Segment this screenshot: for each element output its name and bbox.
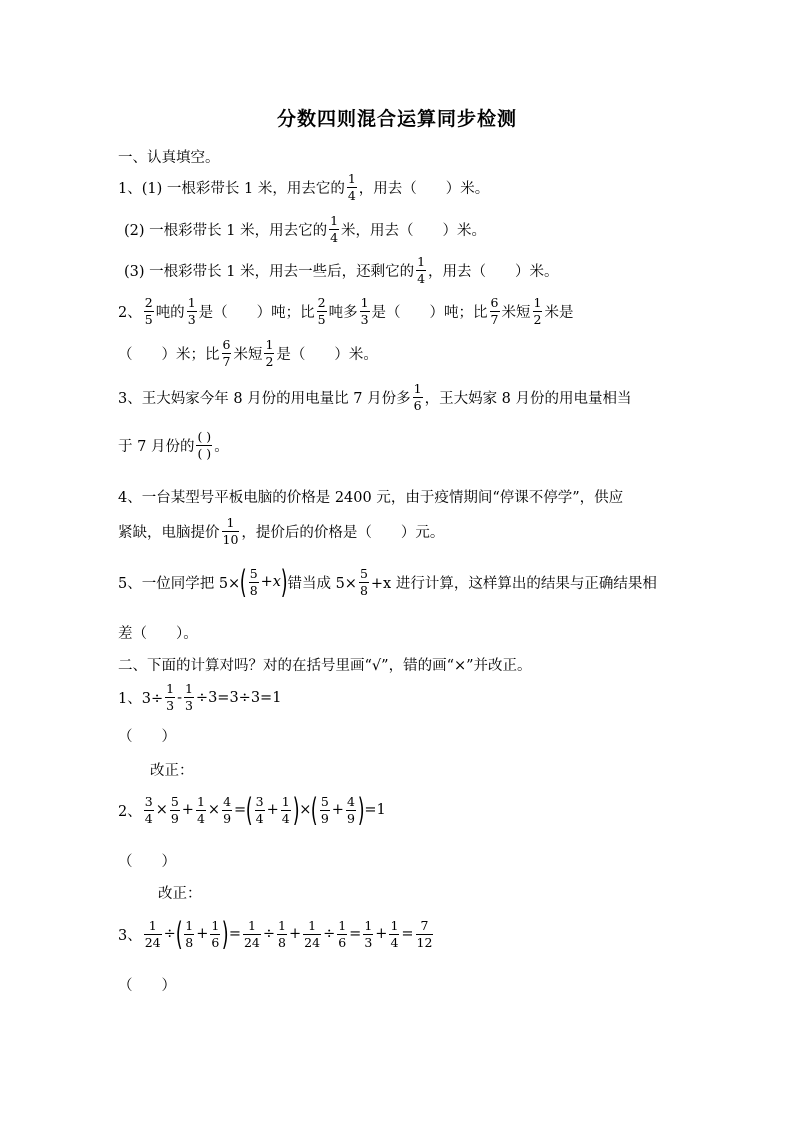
question-text: 3、王大妈家今年 8 月份的用电量比 7 月份多 xyxy=(118,391,411,407)
numerator: 4 xyxy=(346,793,355,809)
denominator: 9 xyxy=(170,810,179,826)
numerator: 2 xyxy=(144,295,153,310)
question-2-line-2 xyxy=(118,338,378,369)
numerator: 1 xyxy=(413,381,422,396)
numerator: 6 xyxy=(490,295,499,310)
numerator: 1 xyxy=(185,917,194,933)
question-1-2 xyxy=(124,214,486,245)
numerator: 1 xyxy=(265,337,274,352)
numerator: 5 xyxy=(359,565,368,581)
numerator: 1 xyxy=(184,681,193,696)
fraction xyxy=(165,682,175,713)
expression-text: 1、3÷ xyxy=(118,691,164,707)
denominator: 24 xyxy=(304,934,321,950)
answer-paren-2[interactable] xyxy=(118,850,176,871)
fraction xyxy=(144,919,162,950)
numerator: 6 xyxy=(222,337,231,352)
question-text: （ ）米；比 xyxy=(118,347,220,363)
denominator: 3 xyxy=(360,312,369,327)
right-paren: ) xyxy=(280,563,288,601)
check-question-2: 2、 $\frac{3}{4}$ × $\frac{5}{9}$ + $\frac{1}{4}$ × $\frac{4}{9}$ = ( $\frac{3}{4}$ + $\frac{1}{4}$ ) × ( $\frac{5}{9}$ + $\frac{4}{9}$ ) =1 xyxy=(118,791,386,829)
question-text: (3) 一根彩带长 1 米，用去一些后，还剩它的 xyxy=(124,264,415,280)
fraction xyxy=(329,214,339,245)
fraction xyxy=(413,382,423,413)
question-1-3 xyxy=(124,255,559,286)
question-5-line-1 xyxy=(118,563,657,601)
question-2-line-1 xyxy=(118,296,573,327)
fraction xyxy=(359,567,369,598)
fraction xyxy=(363,919,373,950)
denominator: 8 xyxy=(185,934,194,950)
question-text: 差（ ）。 xyxy=(118,626,198,642)
question-3-line-2 xyxy=(118,430,229,461)
fraction xyxy=(320,795,330,826)
question-text: ，提价后的价格是（ ）元。 xyxy=(241,525,445,541)
right-paren: ) xyxy=(292,791,300,829)
denominator: 8 xyxy=(249,582,258,598)
numerator: 3 xyxy=(144,793,153,809)
fraction xyxy=(281,795,291,826)
question-text: 是（ ）米。 xyxy=(276,347,378,363)
denominator: 4 xyxy=(255,810,264,826)
denominator: 8 xyxy=(359,582,368,598)
fraction xyxy=(416,919,434,950)
page-title: 分数四则混合运算同步检测 xyxy=(276,108,517,130)
denominator: 4 xyxy=(347,188,356,203)
fraction xyxy=(196,795,206,826)
fraction xyxy=(317,296,327,327)
denominator-blank: ( ) xyxy=(197,446,212,461)
fraction xyxy=(144,795,154,826)
denominator: 24 xyxy=(243,934,260,950)
correction-text: 改正： xyxy=(150,763,194,779)
expression-text: 3、 xyxy=(118,927,142,944)
left-paren: ( xyxy=(245,791,253,829)
denominator: 12 xyxy=(416,934,433,950)
question-text: (2) 一根彩带长 1 米，用去它的 xyxy=(124,223,328,239)
check-question-3: 3、 $\frac{1}{24}$ ÷ ( $\frac{1}{8}$ + $\frac{1}{6}$ ) = $\frac{1}{24}$ ÷ $\frac{1}{8}$ + $\frac{1}{24}$ ÷ $\frac{1}{6}$ = $\frac{1}{3}$ + $\frac{1}{4}$ = $\frac{7}{12}$ xyxy=(118,915,433,953)
numerator: 1 xyxy=(417,254,426,269)
answer-paren-text: （ ） xyxy=(118,854,176,870)
question-text: 于 7 月份的 xyxy=(118,439,195,455)
question-text: 米短 xyxy=(501,305,531,321)
denominator: 3 xyxy=(364,934,373,950)
fraction xyxy=(360,296,370,327)
fraction xyxy=(222,516,240,547)
fraction xyxy=(144,296,154,327)
numerator: 1 xyxy=(196,793,205,809)
fraction xyxy=(170,795,180,826)
numerator: 1 xyxy=(360,295,369,310)
fraction xyxy=(243,919,261,950)
numerator: 1 xyxy=(148,917,157,933)
denominator: 4 xyxy=(390,934,399,950)
fraction xyxy=(187,296,197,327)
question-text: 。 xyxy=(214,439,229,455)
denominator: 5 xyxy=(317,312,326,327)
question-text: 是（ ）吨；比 xyxy=(371,305,488,321)
expression-text: ÷3=3÷3=1 xyxy=(195,689,282,706)
numerator: 1 xyxy=(390,917,399,933)
question-3-line-1 xyxy=(118,382,632,413)
fraction xyxy=(222,338,232,369)
correction-text: 改正： xyxy=(158,886,202,902)
numerator: 1 xyxy=(226,515,235,530)
section-heading-text: 二、下面的计算对吗？对的在括号里画“√”，错的画“×”并改正。 xyxy=(118,658,532,674)
denominator: 6 xyxy=(211,934,220,950)
fraction xyxy=(490,296,500,327)
numerator: 4 xyxy=(223,793,232,809)
question-text: 是（ ）吨；比 xyxy=(198,305,315,321)
denominator: 9 xyxy=(223,810,232,826)
numerator: 1 xyxy=(211,917,220,933)
question-text: +x 进行计算，这样算出的结果与正确结果相 xyxy=(370,575,657,592)
fraction xyxy=(210,919,220,950)
fraction xyxy=(337,919,347,950)
numerator: 5 xyxy=(249,565,258,581)
question-text: 错当成 5× xyxy=(287,575,357,592)
fraction xyxy=(389,919,399,950)
denominator: 4 xyxy=(281,810,290,826)
fraction xyxy=(303,919,321,950)
fraction xyxy=(347,172,357,203)
question-text: ，用去（ ）米。 xyxy=(428,264,559,280)
question-text: 米，用去（ ）米。 xyxy=(341,223,487,239)
numerator: 1 xyxy=(166,681,175,696)
fraction xyxy=(255,795,265,826)
fraction xyxy=(277,919,287,950)
fraction xyxy=(533,296,543,327)
fraction xyxy=(249,567,259,598)
left-paren: ( xyxy=(175,915,183,953)
fraction xyxy=(184,919,194,950)
right-paren: ) xyxy=(357,791,365,829)
numerator: 1 xyxy=(247,917,256,933)
expression-text: +x xyxy=(260,574,281,590)
expression-text: 2、 xyxy=(118,803,142,820)
question-4-line-2 xyxy=(118,516,444,547)
fraction xyxy=(416,255,426,286)
numerator: 1 xyxy=(347,171,356,186)
numerator: 1 xyxy=(338,917,347,933)
denominator: 4 xyxy=(196,810,205,826)
fraction xyxy=(222,795,232,826)
left-paren: ( xyxy=(311,791,319,829)
expression-text: =1 xyxy=(364,802,386,818)
denominator: 7 xyxy=(490,312,499,327)
question-text: 5、一位同学把 5× xyxy=(118,575,241,592)
denominator: 24 xyxy=(144,934,161,950)
denominator: 2 xyxy=(265,354,274,369)
fraction xyxy=(346,795,356,826)
question-text: 2、 xyxy=(118,305,142,321)
answer-paren-text: （ ） xyxy=(118,978,176,994)
denominator: 6 xyxy=(338,934,347,950)
question-1-1 xyxy=(118,172,489,203)
numerator: 1 xyxy=(278,917,286,933)
answer-paren-1[interactable] xyxy=(118,725,176,746)
answer-paren-3[interactable] xyxy=(118,974,176,995)
denominator: 2 xyxy=(533,312,542,327)
correction-label-1 xyxy=(150,759,194,780)
numerator: 7 xyxy=(420,917,429,933)
correction-label-2 xyxy=(158,882,202,903)
fraction xyxy=(184,682,194,713)
question-text: 米是 xyxy=(544,305,574,321)
denominator: 5 xyxy=(144,312,153,327)
check-question-1 xyxy=(118,682,281,713)
denominator: 4 xyxy=(144,810,153,826)
denominator: 4 xyxy=(330,230,339,245)
denominator: 9 xyxy=(320,810,329,826)
denominator: 3 xyxy=(166,698,175,713)
denominator: 9 xyxy=(346,810,355,826)
denominator: 3 xyxy=(187,312,196,327)
section-heading-text: 一、认真填空。 xyxy=(118,150,220,166)
question-text: 吨多 xyxy=(328,305,358,321)
numerator: 1 xyxy=(308,917,317,933)
numerator: 1 xyxy=(330,213,339,228)
question-text: 吨的 xyxy=(155,305,185,321)
question-text: 紧缺，电脑提价 xyxy=(118,525,220,541)
fraction xyxy=(264,338,274,369)
numerator: 1 xyxy=(533,295,542,310)
numerator: 1 xyxy=(364,917,373,933)
numerator: 5 xyxy=(170,793,179,809)
denominator: 7 xyxy=(222,354,231,369)
question-text: ，用去（ ）米。 xyxy=(358,181,490,197)
denominator: 10 xyxy=(222,532,239,547)
minus-sign: - xyxy=(177,689,182,706)
question-text: 米短 xyxy=(233,347,263,363)
question-4-line-1 xyxy=(118,486,623,507)
question-text: ，王大妈家 8 月份的用电量相当 xyxy=(424,391,632,407)
numerator: 1 xyxy=(187,295,196,310)
right-paren: ) xyxy=(222,915,230,953)
question-text: 1、(1) 一根彩带长 1 米，用去它的 xyxy=(118,181,345,197)
denominator: 4 xyxy=(417,271,426,286)
numerator-blank: ( ) xyxy=(197,429,212,444)
denominator: 6 xyxy=(413,398,422,413)
denominator: 8 xyxy=(278,934,286,950)
section-2-heading xyxy=(118,654,532,675)
numerator: 5 xyxy=(320,793,329,809)
numerator: 1 xyxy=(281,793,290,809)
numerator: 2 xyxy=(317,295,326,310)
numerator: 3 xyxy=(255,793,264,809)
section-1-heading xyxy=(118,146,220,167)
question-text: 4、一台某型号平板电脑的价格是 2400 元，由于疫情期间“停课不停学”，供应 xyxy=(118,490,624,506)
answer-paren-text: （ ） xyxy=(118,729,176,745)
left-paren: ( xyxy=(240,563,247,601)
denominator: 3 xyxy=(184,698,193,713)
question-5-line-2 xyxy=(118,622,198,643)
answer-blank-fraction[interactable] xyxy=(196,430,212,461)
